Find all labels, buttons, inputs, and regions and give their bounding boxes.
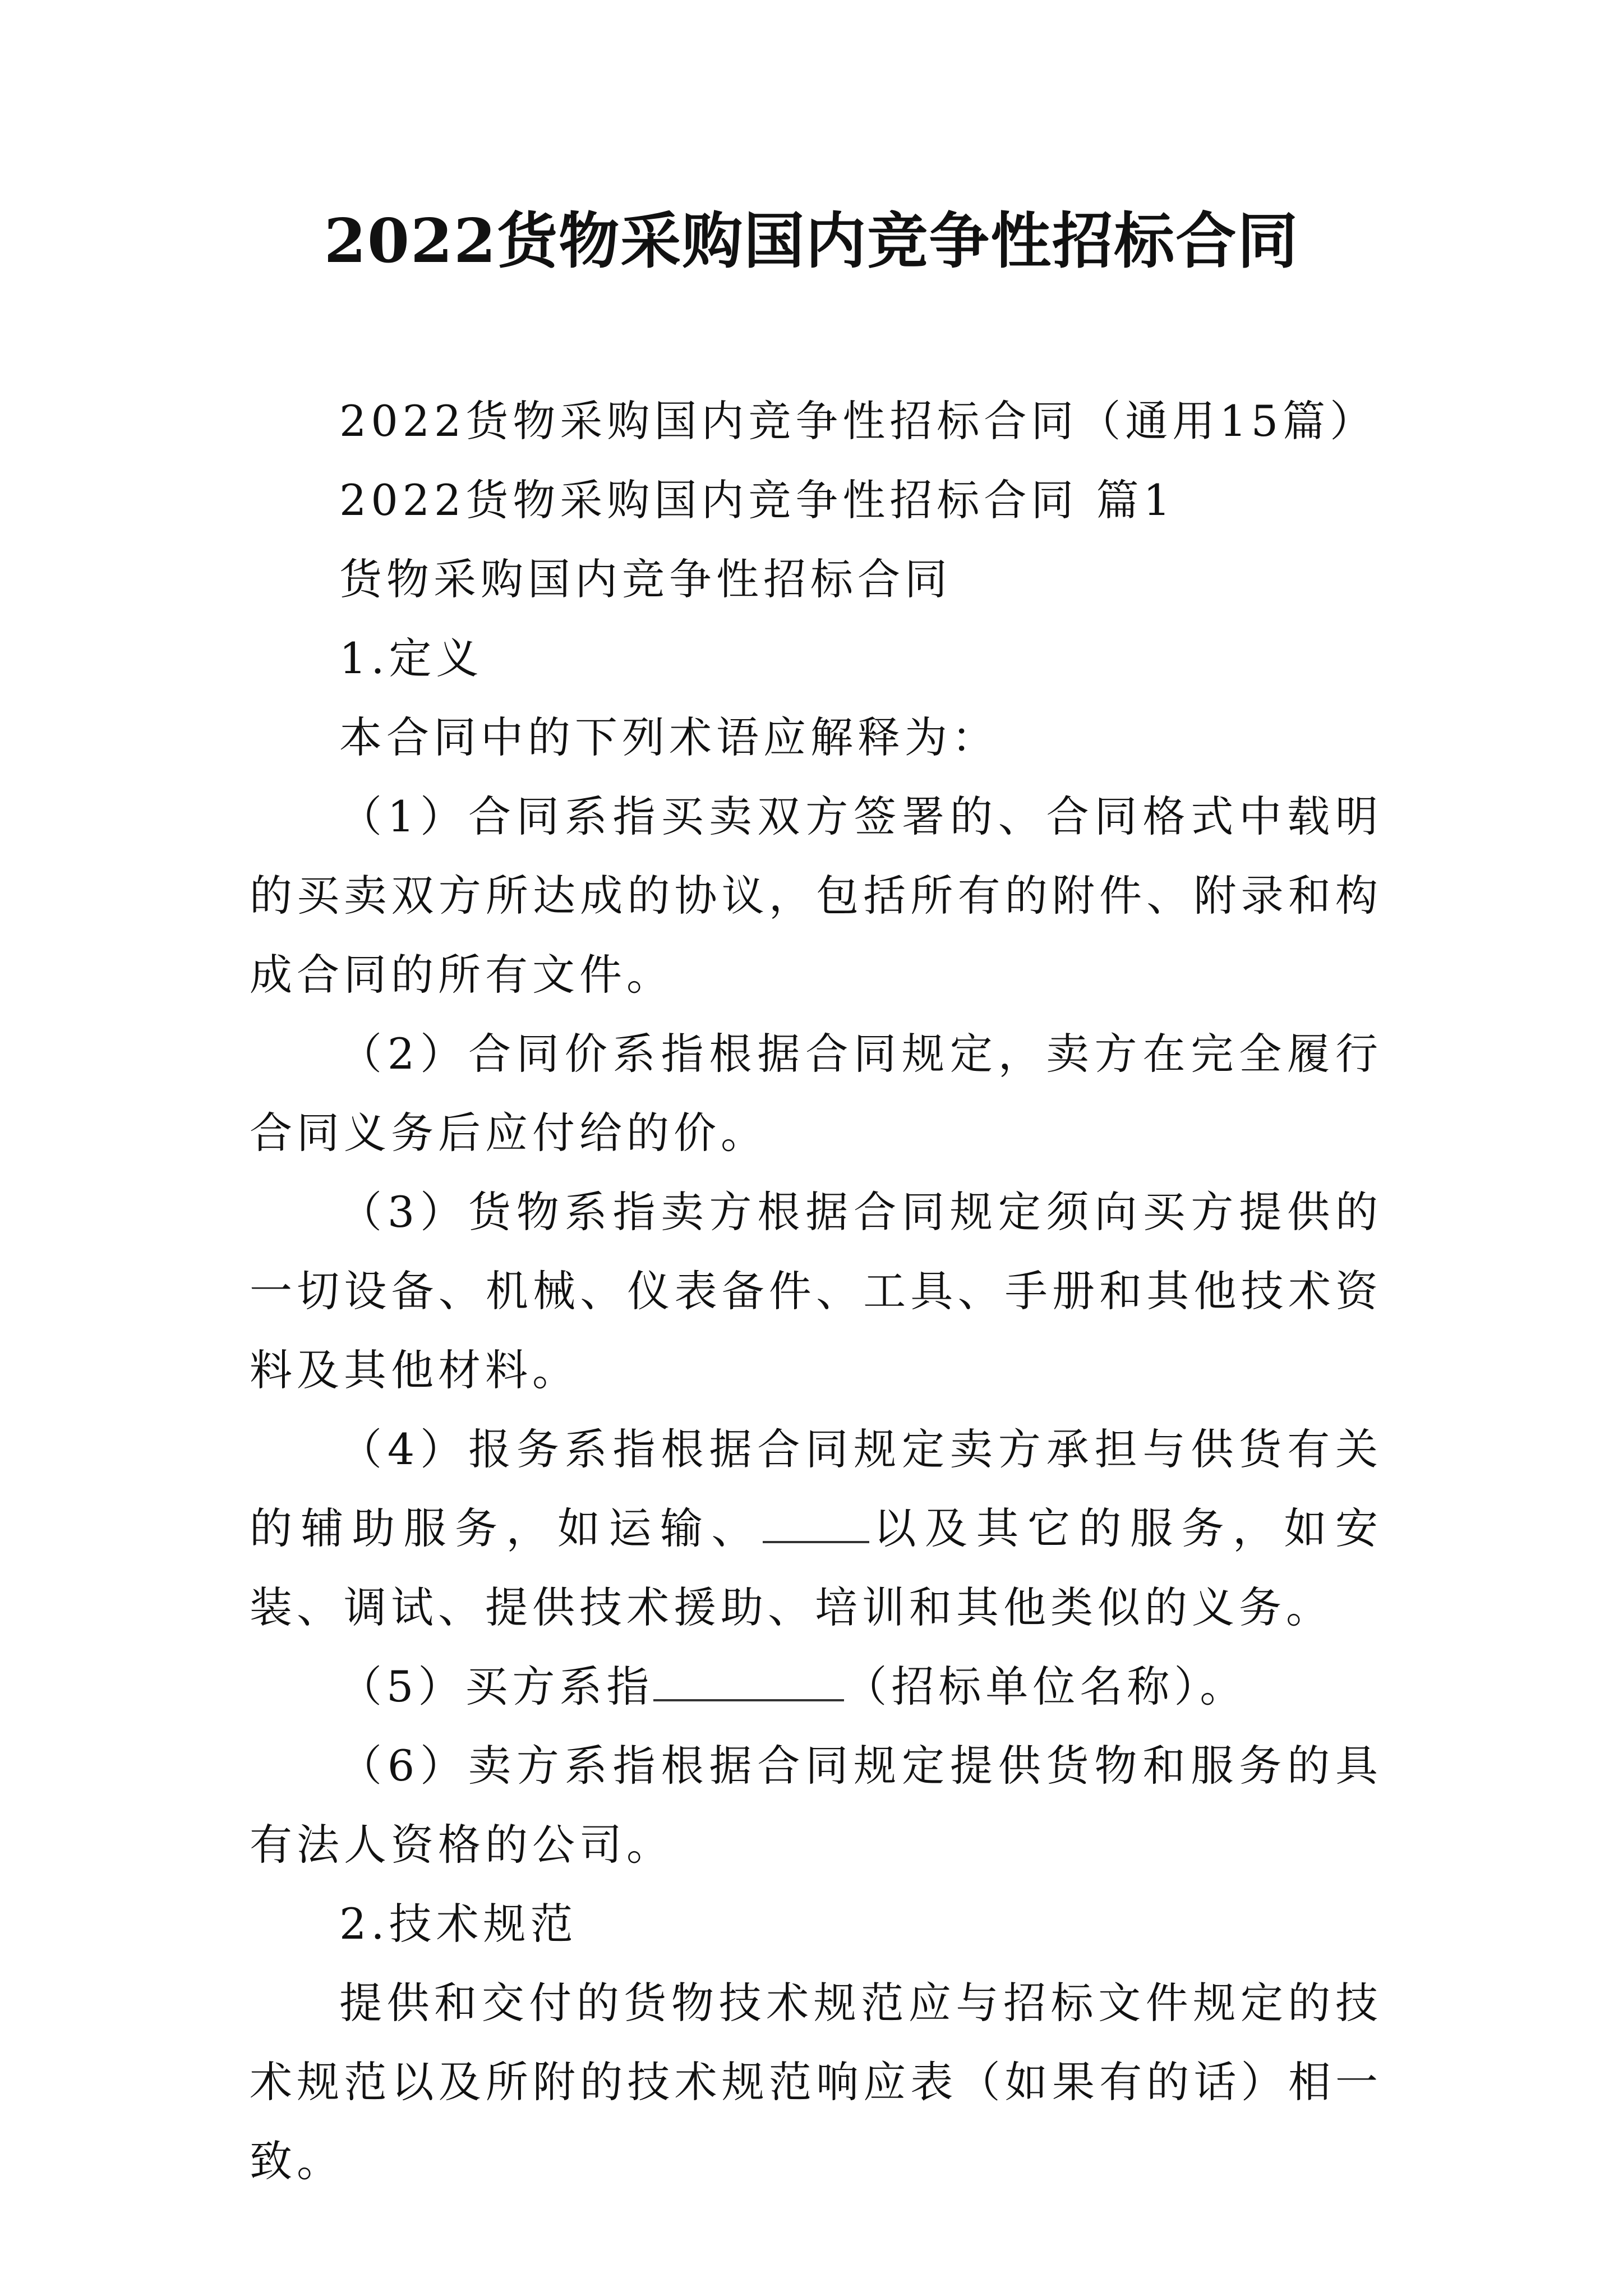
definition-seller: （6）卖方系指根据合同规定提供货物和服务的具有法人资格的公司。	[250, 1741, 1382, 1870]
fill-in-blank	[763, 1507, 869, 1543]
definition-buyer	[250, 1647, 1382, 1726]
definition-services-part-1: （4）报务系指根据合同规定卖方承担与供货有关的辅助服务，如运输、	[250, 1424, 1382, 1553]
definition-services	[250, 1410, 1382, 1647]
clause-heading-technical-specs: 2.技术规范	[339, 1899, 578, 1949]
document-body	[250, 381, 1382, 2201]
definition-contract: （1）合同系指买卖双方签署的、合同格式中载明的买卖双方所达成的协议，包括所有的附件、附录和构成合同的所有文件。	[250, 792, 1382, 1000]
clause-heading-definitions: 1.定义	[339, 633, 483, 683]
definition-goods: （3）货物系指卖方根据合同规定须向买方提供的一切设备、机械、仪表备件、工具、手册和其他技术资料及其他材料。	[250, 1187, 1382, 1395]
fill-in-blank	[653, 1665, 844, 1701]
section-heading: 2022货物采购国内竞争性招标合同 篇1	[339, 475, 1175, 525]
definition-contract-price: （2）合同价系指根据合同规定，卖方在完全履行合同义务后应付给的价。	[250, 1029, 1382, 1158]
definition-services-part-2: 以及其它的服务，如安装、调试、提供技术援助、培训和其他类似的义务。	[250, 1503, 1382, 1632]
document-title: 2022货物采购国内竞争性招标合同	[324, 206, 1299, 277]
definition-buyer-part-1: （5）买方系指	[339, 1662, 654, 1711]
contract-name: 货物采购国内竞争性招标合同	[339, 554, 952, 604]
clause-intro: 本合同中的下列术语应解释为：	[339, 712, 999, 762]
definition-buyer-part-2: （招标单位名称）。	[844, 1662, 1247, 1711]
document-subtitle: 2022货物采购国内竞争性招标合同（通用15篇）	[339, 396, 1377, 446]
technical-specs-body: 提供和交付的货物技术规范应与招标文件规定的技术规范以及所附的技术规范响应表（如果有的话）相一致。	[250, 1978, 1382, 2186]
